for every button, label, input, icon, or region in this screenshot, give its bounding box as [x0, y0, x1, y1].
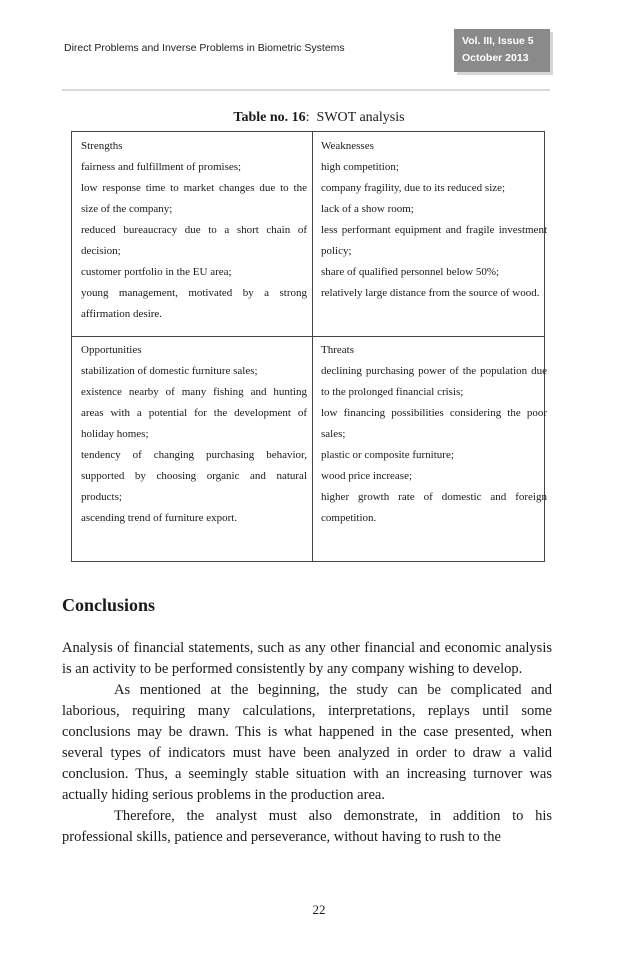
strengths-cell	[81, 136, 307, 325]
header-divider	[62, 89, 550, 91]
threats-heading: Threats	[321, 344, 354, 356]
list-item: stabilization of domestic furniture sales;	[81, 365, 258, 377]
list-item: plastic or composite furniture;	[321, 449, 454, 461]
table-caption-sep: :	[305, 110, 310, 125]
threats-cell	[321, 340, 547, 529]
list-item: lack of a show room;	[321, 203, 414, 215]
list-item: customer portfolio in the EU area;	[81, 266, 232, 278]
table-row-divider	[72, 336, 544, 337]
table-column-divider	[312, 132, 313, 561]
list-item: low response time to market changes due to the size of the company;	[81, 182, 307, 215]
issue-date: October 2013	[462, 52, 529, 64]
list-item: share of qualified personnel below 50%;	[321, 266, 500, 278]
list-item: relatively large distance from the source of wood.	[321, 287, 540, 299]
list-item: high competition;	[321, 161, 399, 173]
strengths-heading: Strengths	[81, 140, 123, 152]
list-item: young management, motivated by a strong affirmation desire.	[81, 287, 307, 320]
page-number: 22	[312, 902, 326, 917]
list-item: reduced bureaucracy due to a short chain of decision;	[81, 224, 307, 257]
list-item: existence nearby of many fishing and hunting areas with a potential for the development of holiday homes;	[81, 386, 307, 440]
list-item: tendency of changing purchasing behavior, supported by choosing organic and natural products;	[81, 449, 307, 503]
volume-badge	[454, 29, 550, 72]
list-item: less performant equipment and fragile investment policy;	[321, 224, 547, 257]
conclusions-body	[62, 638, 552, 848]
table-caption-label: Table no. 16	[233, 110, 306, 125]
table-caption-title: SWOT analysis	[316, 110, 405, 125]
table-caption	[0, 110, 638, 126]
list-item: ascending trend of furniture export.	[81, 512, 238, 524]
journal-title: Direct Problems and Inverse Problems in Biometric Systems	[64, 42, 345, 54]
opportunities-heading: Opportunities	[81, 344, 142, 356]
paragraph: Analysis of financial statements, such as any other financial and economic analysis is an activity to be performed consistently by any company wishing to develop.	[62, 640, 552, 677]
list-item: declining purchasing power of the population due to the prolonged financial crisis;	[321, 365, 547, 398]
paragraph: As mentioned at the beginning, the study can be complicated and laborious, requiring many calculations, interpretations, replays until some conclusions may be drawn. This is what happened in the case presented, when several types of indicators must have been analyzed in order to draw a valid conclusion. Thus, a seemingly stable situation with an increasing turnover was actually hiding serious problems in the production area.	[62, 682, 552, 803]
weaknesses-cell	[321, 136, 547, 304]
paragraph: Therefore, the analyst must also demonstrate, in addition to his professional skills, patience and perseverance, without having to rush to the	[62, 808, 552, 845]
list-item: company fragility, due to its reduced size;	[321, 182, 506, 194]
volume-label: Vol. III, Issue 5	[462, 35, 534, 47]
opportunities-cell	[81, 340, 307, 529]
list-item: wood price increase;	[321, 470, 413, 482]
swot-table	[71, 131, 545, 562]
list-item: low financing possibilities considering the poor sales;	[321, 407, 547, 440]
section-heading: Conclusions	[62, 595, 156, 615]
list-item: higher growth rate of domestic and foreign competition.	[321, 491, 547, 524]
list-item: fairness and fulfillment of promises;	[81, 161, 242, 173]
weaknesses-heading: Weaknesses	[321, 140, 374, 152]
